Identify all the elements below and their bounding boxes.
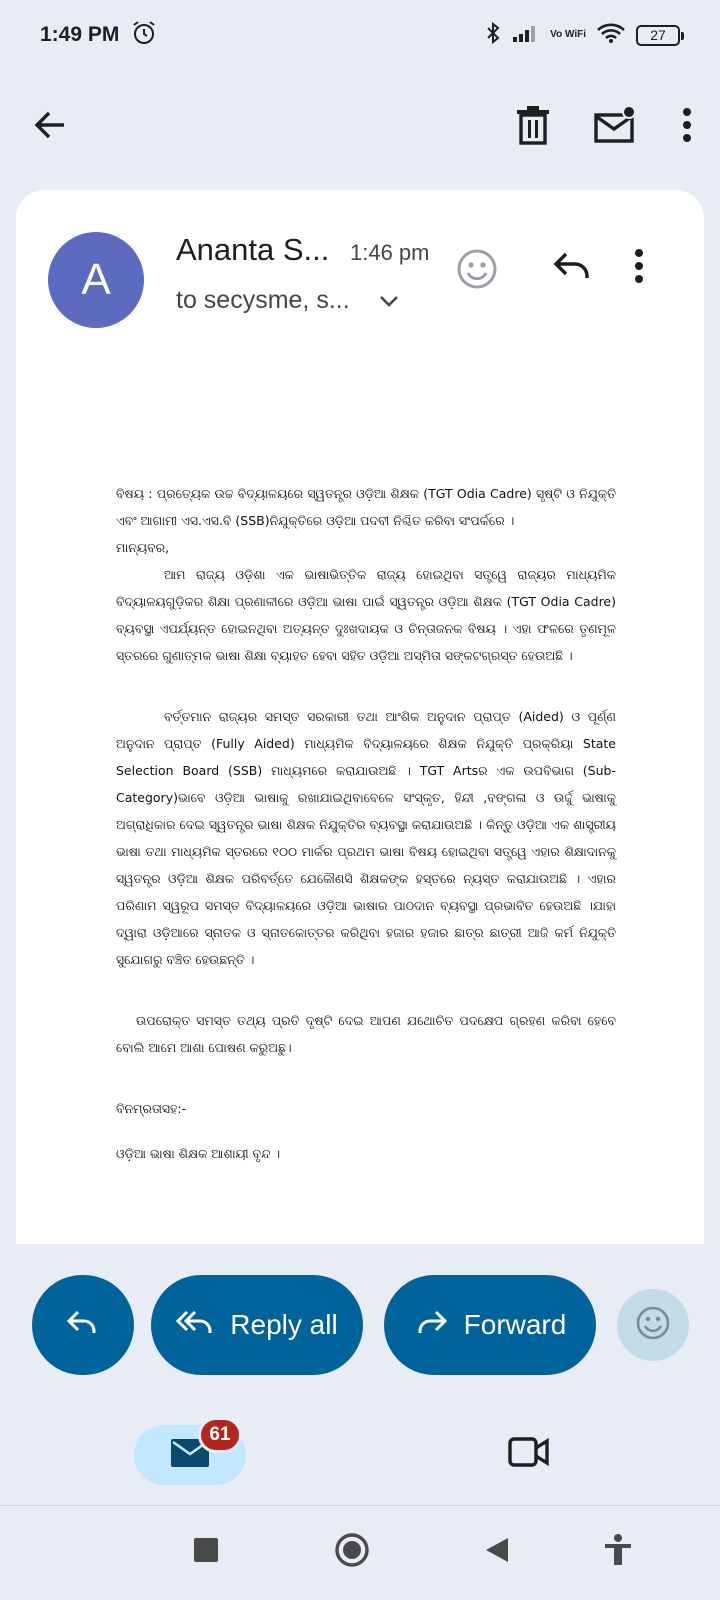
forward-icon [414, 1308, 448, 1343]
letter-salutation: ମାନ୍ୟବର, [116, 540, 170, 555]
recipients-toggle[interactable] [176, 286, 400, 315]
forward-button[interactable] [384, 1275, 596, 1375]
letter-subject: ବିଷୟ : ପ୍ରତ୍ୟେକ ଉଚ୍ଚ ବିଦ୍ୟାଳୟରେ ସ୍ୱତନ୍ତ୍ର ଓଡ଼ିଆ ଶିକ୍ଷକ (TGT Odia Cadre) ସୃଷ୍ଟି ଓ ନିଯୁକ୍ତି ଏବଂ ଆଗାମୀ ଏସ.ଏସ.ବି (SSB)ନିଯୁକ୍ତିରେ ଓଡ଼ିଆ ପଦବୀ ନିଶ୍ଚିତ କରିବା ସଂପର୍କରେ । [116, 486, 616, 528]
reply-all-button[interactable] [151, 1275, 363, 1375]
accessibility-icon[interactable] [604, 1534, 632, 1571]
back-triangle-icon[interactable] [484, 1536, 510, 1569]
letter-closing: ବିନମ୍ରତାସହ:- [116, 1101, 187, 1116]
letter-paragraph-1: ଆମ ରାଜ୍ୟ ଓଡ଼ିଶା ଏକ ଭାଷାଭିତ୍ତିକ ରାଜ୍ୟ ହୋଇଥିବା ସତ୍ତ୍ୱେ ରାଜ୍ୟର ମାଧ୍ୟମିକ ବିଦ୍ୟାଳୟଗୁଡ଼ିକର ଶିକ୍ଷା ପ୍ରଣାଳୀରେ ଓଡ଼ିଆ ଭାଷା ପାଇଁ ସ୍ୱତନ୍ତ୍ର ଓଡ଼ିଆ ଶିକ୍ଷକ (TGT Odia Cadre) ବ୍ୟବସ୍ଥା ଏପର୍ଯ୍ୟନ୍ତ ହୋଇନଥିବା ଅତ୍ୟନ୍ତ ଦୁଃଖଦାୟକ ଓ ଚିନ୍ତାଜନକ ବିଷୟ । ଏହା ଫଳରେ ତୃଣମୂଳ ସ୍ତରରେ ଗୁଣାତ୍ମକ ଭାଷା ଶିକ୍ଷା ବ୍ୟାହତ ହେବା ସହିତ ଓଡ଼ିଆ ଅସ୍ମିତା ସଙ୍କଟଗ୍ରସ୍ତ ହେଉଅଛି । [116, 567, 616, 663]
letter-paragraph-3: ଉପରୋକ୍ତ ସମସ୍ତ ତଥ୍ୟ ପ୍ରତି ଦୃଷ୍ଟି ଦେଇ ଆପଣ ଯଥୋଚିତ ପଦକ୍ଷେପ ଗ୍ରହଣ କରିବା ହେବେ ବୋଲି ଆମେ ଆଶା ପୋଷଣ କରୁଅଛୁ। [116, 1013, 616, 1055]
letter-paragraph-2: ବର୍ତ୍ତମାନ ରାଜ୍ୟର ସମସ୍ତ ସରକାରୀ ତଥା ଆଂଶିକ ଅନୁଦାନ ପ୍ରାପ୍ତ (Aided) ଓ ପୂର୍ଣ୍ଣ ଅନୁଦାନ ପ୍ରାପ୍ତ (Fully Aided) ମାଧ୍ୟମିକ ବିଦ୍ୟାଳୟରେ ଶିକ୍ଷକ ନିଯୁକ୍ତି ପ୍ରକ୍ରିୟା State Selection Board (SSB) ମାଧ୍ୟମରେ କରାଯାଉଅଛି । TGT Artsର ଏକ ଉପବିଭାଗ (Sub-Category)ଭାବେ ଓଡ଼ିଆ ଭାଷାକୁ ରଖାଯାଇଥିବାବେଳେ ସଂସ୍କୃତ, ହିନ୍ଦୀ ,ବଙ୍ଗଳା ଓ ଉର୍ଦ୍ଦୁ ଭାଷାକୁ ଅଗ୍ରାଧିକାର ଦେଇ ସ୍ୱତନ୍ତ୍ର ଭାଷା ଶିକ୍ଷକ ନିଯୁକ୍ତିର ବ୍ୟବସ୍ଥା କରାଯାଉଅଛି । କିନ୍ତୁ ଓଡ଼ିଆ ଏକ ଶାସ୍ତ୍ରୀୟ ଭାଷା ତଥା ମାଧ୍ୟମିକ ସ୍ତରରେ ୧୦୦ ମାର୍କର ପ୍ରଥମ ଭାଷା ବିଷୟ ହୋଇଥିବା ସତ୍ତ୍ୱେ ଏହାର ଶିକ୍ଷାଦାନକୁ ସ୍ୱତନ୍ତ୍ର ଓଡ଼ିଆ ଶିକ୍ଷକ ପରିବର୍ତ୍ତେ ଯେକୌଣସି ଶିକ୍ଷକଙ୍କ ହସ୍ତରେ ନ୍ୟସ୍ତ କରାଯାଉଅଛି । ଏହାର ପରିଣାମ ସ୍ୱରୂପ ସମସ୍ତ ବିଦ୍ୟାଳୟରେ ଓଡ଼ିଆ ଭାଷାର ପାଠଦାନ ବ୍ୟବସ୍ଥା ପ୍ରଭାବିତ ହେଉଅଛି ।ଯାହା ଦ୍ୱାରା ଓଡ଼ିଆରେ ସ୍ନାତକ ଓ ସ୍ନାତକୋତ୍ତର କରିଥିବା ହଜାର ହଜାର ଛାତ୍ର ଛାତ୍ରୀ ଆଜି କର୍ମ ନିଯୁକ୍ତି ସୁଯୋଗରୁ ବଞ୍ଚିତ ହେଉଛନ୍ତି । [116, 709, 616, 967]
status-left [40, 20, 157, 51]
sender-name[interactable]: Ananta S... [176, 232, 330, 267]
bottom-navigation [0, 1408, 720, 1504]
react-button[interactable] [617, 1289, 689, 1361]
unread-count-badge: 61 [198, 1417, 242, 1453]
reply-icon [66, 1308, 100, 1343]
trash-icon[interactable] [516, 105, 550, 145]
message-more-icon[interactable] [634, 248, 644, 289]
email-header [16, 190, 704, 340]
email-toolbar [0, 70, 720, 180]
forward-label: Forward [463, 1309, 567, 1340]
add-reaction-icon[interactable] [456, 248, 498, 295]
alarm-icon [131, 20, 157, 51]
vowifi-indicator: Vo WiFi [550, 29, 586, 40]
recipients-text: to secysme, s... [176, 286, 350, 314]
status-right [484, 22, 680, 49]
reply-icon[interactable] [552, 250, 592, 287]
bluetooth-icon [484, 22, 502, 49]
reply-actions [0, 1275, 720, 1375]
chevron-down-icon [378, 286, 400, 315]
back-arrow-icon[interactable] [30, 105, 70, 145]
reply-button[interactable] [32, 1275, 134, 1375]
mark-unread-icon[interactable] [594, 105, 638, 145]
video-camera-icon[interactable] [508, 1435, 550, 1474]
email-time: 1:46 pm [350, 240, 430, 265]
toolbar-actions [516, 105, 692, 145]
system-navigation [0, 1506, 720, 1600]
email-card [16, 190, 704, 1244]
signal-icon [512, 23, 540, 48]
reply-all-label: Reply all [230, 1309, 338, 1340]
status-bar [0, 0, 720, 70]
wifi-icon [596, 22, 626, 49]
smiley-icon [635, 1305, 671, 1346]
status-time: 1:49 PM [40, 23, 120, 46]
reply-all-icon [176, 1308, 214, 1343]
letter-signature: ଓଡ଼ିଆ ଭାଷା ଶିକ୍ଷକ ଆଶାୟୀ ବୃନ୍ଦ । [116, 1146, 281, 1161]
recents-square-icon[interactable] [194, 1538, 218, 1567]
sender-avatar[interactable]: A [48, 232, 144, 328]
email-body [116, 480, 616, 1167]
more-vert-icon[interactable] [682, 107, 692, 143]
battery-indicator: 27 [636, 25, 680, 46]
home-circle-icon[interactable] [334, 1532, 370, 1573]
